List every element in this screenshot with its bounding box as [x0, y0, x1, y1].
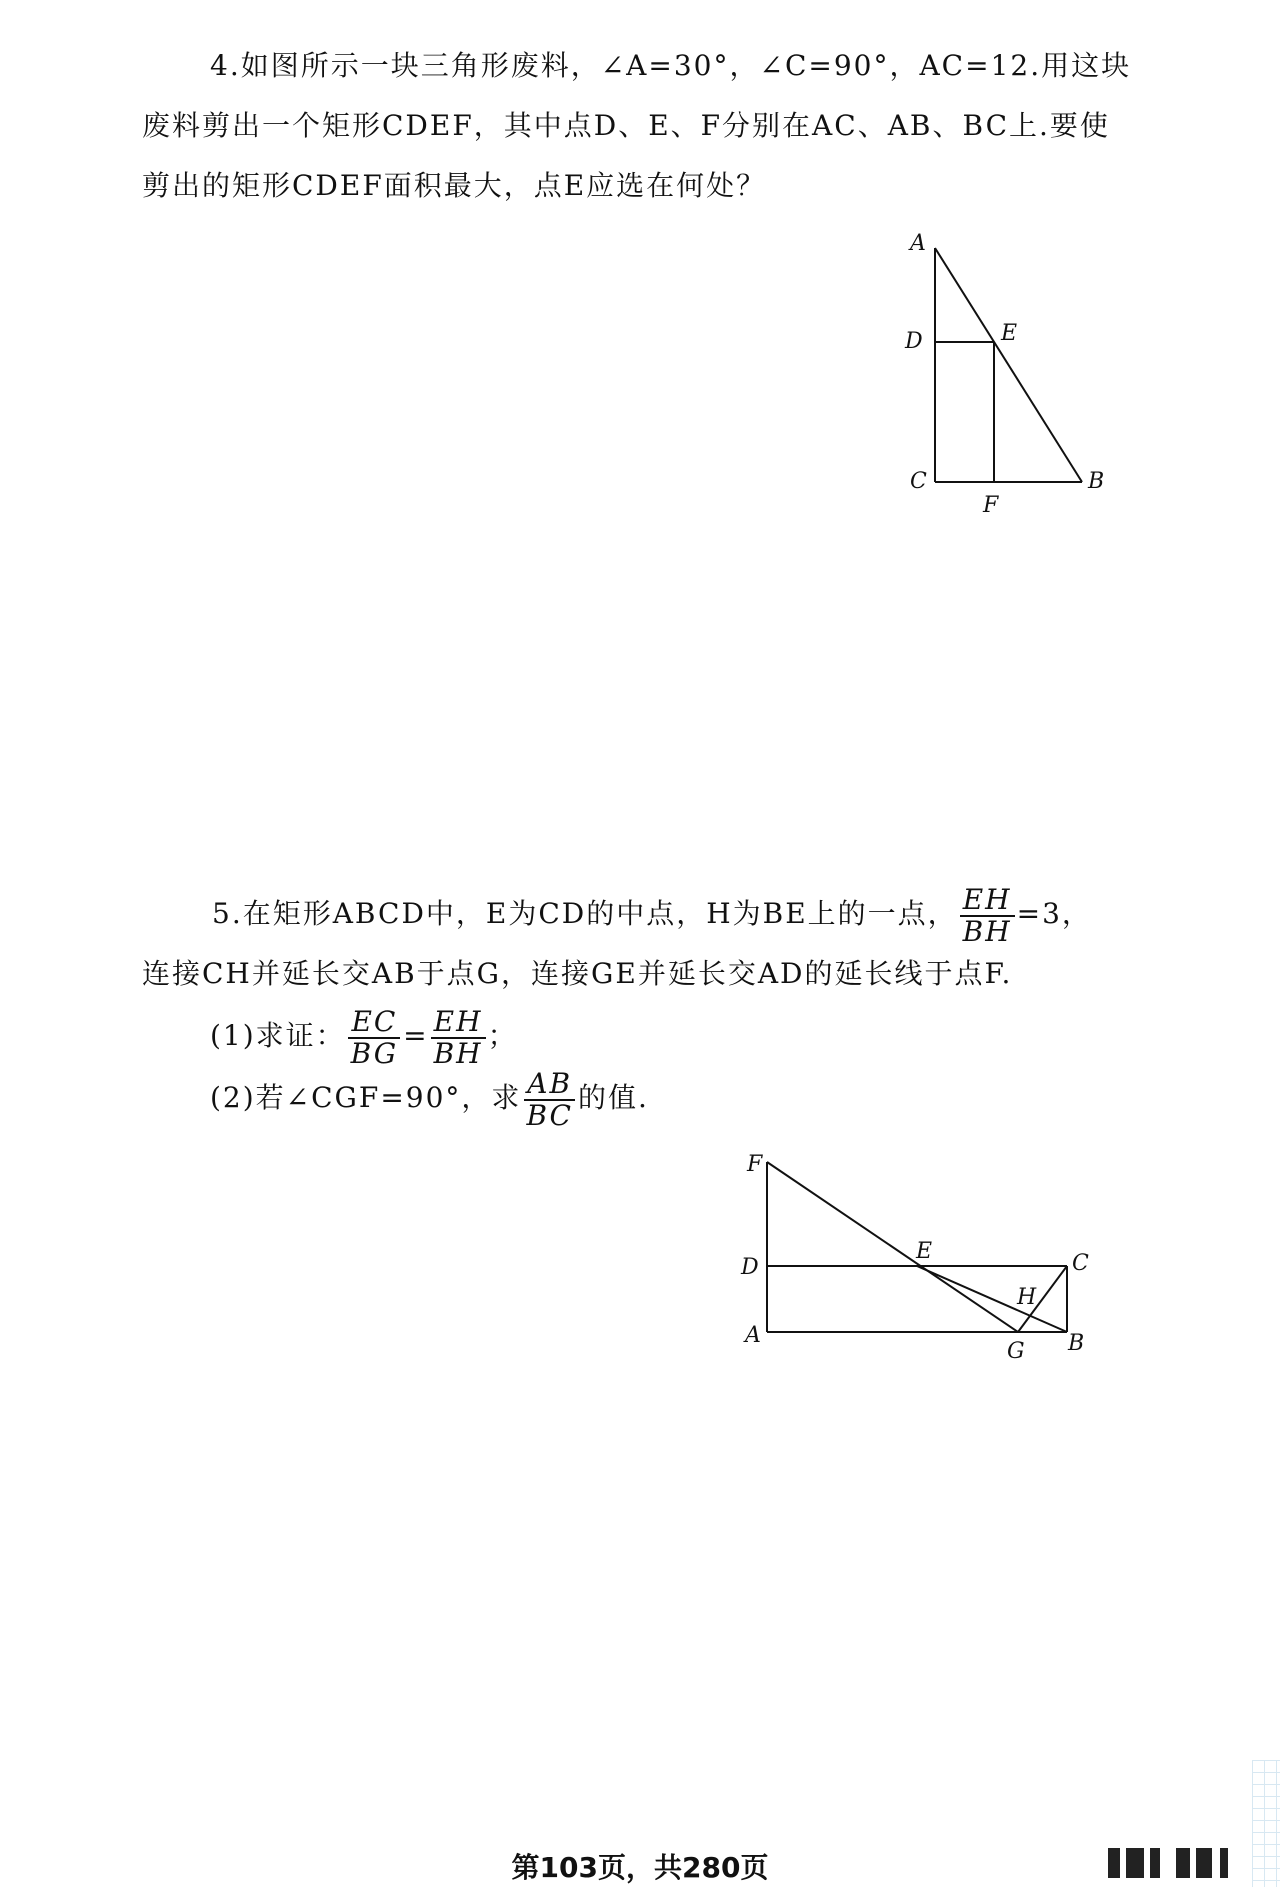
- segment-cg: [1018, 1266, 1067, 1332]
- label-b: B: [1088, 469, 1105, 494]
- problem-5-line-1-post: =3，: [1016, 897, 1092, 930]
- problem-5-line-1: [212, 882, 1092, 948]
- label-f: F: [983, 493, 999, 518]
- label-c: C: [1072, 1251, 1089, 1276]
- problem-5-line-1-pre: 5.在矩形ABCD中，E为CD的中点，H为BE上的一点，: [212, 897, 958, 930]
- label-e: E: [916, 1239, 933, 1264]
- label-d: D: [905, 329, 923, 354]
- fraction-numerator: EH: [960, 885, 1015, 917]
- fraction-ec-bg: $\frac{EC}{BG}$: [348, 1007, 401, 1069]
- part-1-pre: (1)求证：: [210, 1019, 346, 1052]
- fraction-denominator: BH: [962, 914, 1012, 948]
- problem-4-line-2: 废料剪出一个矩形CDEF，其中点D、E、F分别在AC、AB、BC上.要使: [142, 109, 1110, 142]
- fraction-eh-bh: [960, 882, 1015, 948]
- decorative-mark: [1220, 1848, 1228, 1878]
- decorative-mark: [1108, 1848, 1120, 1878]
- segment-fg: [767, 1162, 1018, 1332]
- label-a: A: [910, 231, 926, 256]
- label-e: E: [1001, 321, 1018, 346]
- decorative-mark: [1176, 1848, 1190, 1878]
- label-h: H: [1017, 1285, 1037, 1310]
- label-f: F: [747, 1152, 763, 1177]
- part-1-post: ；: [487, 1019, 518, 1052]
- problem-4-text: [210, 36, 1131, 96]
- problem-5-part-1: [210, 1004, 518, 1070]
- part-2-pre: (2)若∠CGF=90°，求: [210, 1081, 522, 1114]
- fraction-eh-bh-2: $\frac{EH}{BH}$: [431, 1007, 486, 1069]
- fraction-ab-bc: $\frac{AB}{BC}$: [523, 1069, 576, 1131]
- problem-5-part-2: [210, 1066, 649, 1132]
- decorative-mark: [1196, 1848, 1212, 1878]
- page-footer: 第103页，共280页: [511, 1851, 769, 1884]
- segment-ab: [935, 248, 1082, 482]
- decorative-mark: [1150, 1848, 1160, 1878]
- segment-eb: [917, 1266, 1067, 1332]
- part-2-post: 的值.: [577, 1081, 649, 1114]
- label-g: G: [1007, 1339, 1025, 1364]
- label-a: A: [745, 1323, 761, 1348]
- label-c: C: [910, 469, 927, 494]
- part-1-eq: =: [403, 1019, 429, 1052]
- label-b: B: [1068, 1331, 1085, 1356]
- decorative-mark: [1126, 1848, 1144, 1878]
- label-d: D: [741, 1255, 759, 1280]
- problem-4-text-cont: [142, 96, 1110, 216]
- grid-paper-edge: [1252, 1760, 1280, 1887]
- problem-4-line-1: 4.如图所示一块三角形废料，∠A=30°，∠C=90°，AC=12.用这块: [210, 49, 1132, 82]
- problem-5-line-2: 连接CH并延长交AB于点G，连接GE并延长交AD的延长线于点F.: [142, 957, 1013, 990]
- problem-4-line-3: 剪出的矩形CDEF面积最大，点E应选在何处？: [142, 169, 767, 202]
